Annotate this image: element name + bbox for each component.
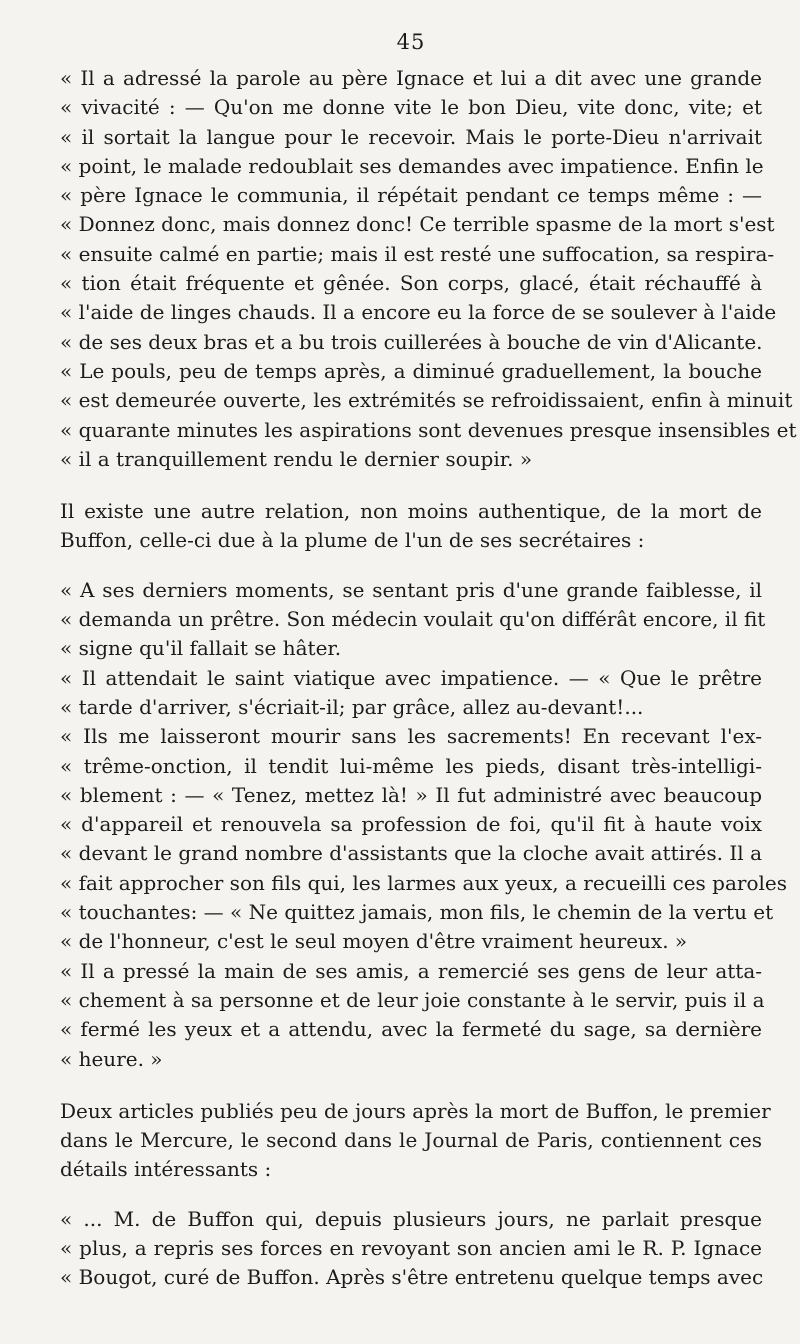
text-line: « Il attendait le saint viatique avec impatience. — « Que le prêtre	[60, 665, 762, 690]
text-line: « tarde d'arriver, s'écriait-il; par grâce, allez au-devant!...	[60, 694, 644, 719]
text-line: « de ses deux bras et a bu trois cuillerées à bouche de vin d'Alicante.	[60, 329, 763, 354]
paragraph-viaticum	[60, 664, 762, 723]
text-line: « Le pouls, peu de temps après, a diminué graduellement, la bouche	[60, 358, 762, 383]
text-line: « demanda un prêtre. Son médecin voulait qu'on différât encore, il fit	[60, 607, 766, 632]
text-line: « Il a pressé la main de ses amis, a remercié ses gens de leur atta-	[60, 958, 762, 983]
text-line: « Il a adressé la parole au père Ignace et lui a dit avec une grande	[60, 66, 762, 90]
text-line: Deux articles publiés peu de jours après la mort de Buffon, le premier	[60, 1098, 771, 1123]
paragraph-last-moments	[60, 576, 766, 664]
text-line: « fermé les yeux et a attendu, avec la fermeté du sage, sa dernière	[60, 1017, 762, 1042]
text-line: « Bougot, curé de Buffon. Après s'être entretenu quelque temps avec	[60, 1265, 764, 1290]
text-line: « plus, a repris ses forces en revoyant son ancien ami le R. P. Ignace	[60, 1235, 762, 1260]
text-line: « heure. »	[60, 1046, 163, 1071]
text-line: « A ses derniers moments, se sentant pris d'une grande faiblesse, il	[60, 577, 762, 602]
text-line: « point, le malade redoublait ses demandes avec impatience. Enfin le	[60, 153, 764, 178]
text-line: « il sortait la langue pour le recevoir. Mais le porte-Dieu n'arrivait	[60, 124, 762, 149]
text-line: « fait approcher son fils qui, les larmes aux yeux, a recueilli ces paroles	[60, 870, 788, 895]
text-line: « chement à sa personne et de leur joie constante à le servir, puis il a	[60, 987, 765, 1012]
text-line: « est demeurée ouverte, les extrémités se refroidissaient, enfin à minuit	[60, 388, 793, 413]
text-line: « ... M. de Buffon qui, depuis plusieurs jours, ne parlait presque	[60, 1206, 762, 1231]
text-line: « Donnez donc, mais donnez donc! Ce terrible spasme de la mort s'est	[60, 212, 775, 237]
text-line: « vivacité : — Qu'on me donne vite le bon Dieu, vite donc, vite; et	[60, 95, 762, 120]
text-line: « l'aide de linges chauds. Il a encore eu la force de se soulever à l'aide	[60, 300, 777, 325]
text-line: « touchantes: — « Ne quittez jamais, mon fils, le chemin de la vertu et	[60, 900, 774, 925]
text-line: « quarante minutes les aspirations sont devenues presque insensibles et	[60, 417, 797, 442]
text-line: « de l'honneur, c'est le seul moyen d'être vraiment heureux. »	[60, 929, 688, 954]
text-line: « Ils me laisseront mourir sans les sacrements! En recevant l'ex-	[60, 724, 762, 749]
text-line: « ensuite calmé en partie; mais il est resté une suffocation, sa respira-	[60, 241, 775, 266]
text-line: « père Ignace le communia, il répétait pendant ce temps même : —	[60, 183, 762, 208]
paragraph-final-hour	[60, 957, 765, 1074]
page-number: 45	[396, 30, 426, 54]
text-line: « tion était fréquente et gênée. Son corps, glacé, était réchauffé à	[60, 271, 762, 296]
paragraph-quote-death-account	[60, 64, 797, 474]
text-line: « il a tranquillement rendu le dernier soupir. »	[60, 446, 533, 471]
text-line: « blement : — « Tenez, mettez là! » Il fut administré avec beaucoup	[60, 782, 762, 807]
text-line: « d'appareil et renouvela sa profession de foi, qu'il fit à haute voix	[60, 812, 762, 837]
paragraph-sacraments	[60, 722, 788, 956]
text-line: Buffon, celle-ci due à la plume de l'un de ses secrétaires :	[60, 528, 645, 553]
text-line: « signe qu'il fallait se hâter.	[60, 636, 342, 661]
text-line: dans le Mercure, le second dans le Journal de Paris, contiennent ces	[60, 1128, 762, 1153]
paragraph-two-articles	[60, 1097, 771, 1185]
paragraph-father-ignace	[60, 1205, 762, 1293]
text-line: détails intéressants :	[60, 1157, 272, 1182]
text-line: « devant le grand nombre d'assistants que la cloche avait attirés. Il a	[60, 841, 762, 866]
paragraph-another-relation	[60, 497, 762, 556]
text-line: « trême-onction, il tendit lui-même les pieds, disant très-intelligi-	[60, 753, 762, 778]
text-line: Il existe une autre relation, non moins authentique, de la mort de	[60, 499, 762, 524]
